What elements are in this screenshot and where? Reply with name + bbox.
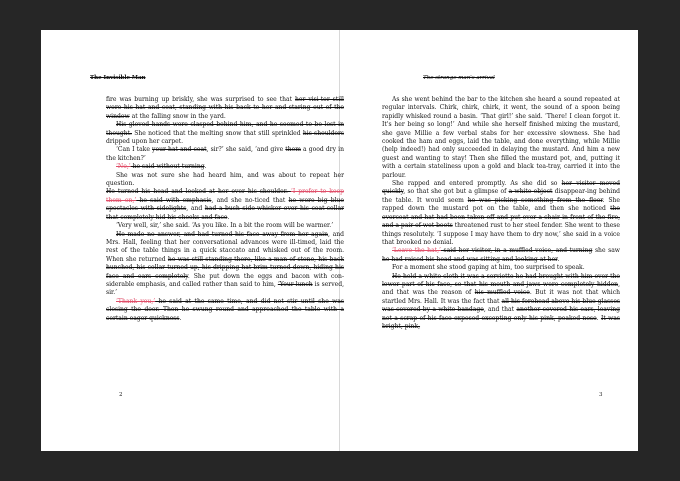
text-run: She was not sure she had heard him, and was about to repeat her question.	[106, 171, 344, 188]
paragraph	[106, 163, 344, 171]
text-run: fire was burning up briskly, she was surprised to see that	[106, 96, 296, 103]
text-run: , and she no-ticed that	[211, 196, 289, 204]
text-run: .	[557, 255, 560, 263]
struck-text: he said with emphasis	[136, 196, 212, 204]
paragraph	[382, 273, 620, 332]
struck-text: them	[285, 146, 301, 154]
paragraph	[106, 222, 344, 230]
struck-text: all his forehead above his blue glasses was covered by a white bandage	[382, 297, 621, 314]
book-spread	[41, 30, 638, 451]
struck-text: your hat and coat	[152, 146, 207, 154]
text-run: , and that was the reason of	[382, 280, 620, 297]
struck-text: he was still standing there, like a man of stone, his back hunched, his collar turned up, his dripping hat-brim turned down, hiding his face and ears completely	[106, 255, 345, 280]
right-page	[340, 30, 638, 451]
paragraph	[106, 298, 344, 323]
text-run: at the falling snow in the yard.	[129, 112, 226, 120]
right-running-head: The strange man's arrival	[423, 75, 495, 81]
struck-text: He held a white cloth it was a serviette he had brought with him over the lower part of his face, so that his mouth and jaws were completely hidden	[382, 272, 620, 288]
text-run: For a moment she stood gaping at him, too surprised to speak.	[392, 264, 585, 272]
paragraph	[106, 121, 344, 146]
paragraph	[106, 146, 344, 163]
text-run: . She put down the eggs and bacon with con-siderable emphasis, and called rather than said to him,	[106, 272, 344, 288]
right-page-body	[382, 96, 620, 331]
text-run: She noticed that the melting snow that still sprinkled	[131, 129, 303, 137]
right-page-number: 3	[599, 392, 603, 398]
paragraph	[106, 188, 344, 222]
struck-text: his muffled voice	[474, 289, 530, 297]
struck-text: ‘No,’	[116, 163, 131, 171]
text-run: she saw	[592, 247, 620, 255]
struck-text: ‘Leave the hat,’	[392, 247, 441, 255]
text-run: .	[204, 163, 207, 171]
struck-text: her visi-tor still wore his hat and coat, standing with his back to her and staring out of the window	[106, 96, 344, 120]
struck-text: his shoulders	[302, 129, 344, 137]
struck-text: the overcoat and hat had been taken off and put over a chair in front of the fire, and a pair of wet boots	[382, 205, 620, 230]
text-run: She rapped and entered promptly. As she did so	[392, 180, 562, 188]
text-run: , and Mrs. Hall, feeling that her conversational advances were ill-timed, laid the rest of the table things in a quick staccato and whisked out of the room. When she returned	[106, 230, 344, 263]
paragraph	[382, 264, 620, 272]
text-run: is served, sir.’	[106, 280, 344, 297]
text-run: . She rapped down the mustard pot on the table, and then she noticed	[382, 196, 620, 213]
paragraph	[382, 180, 620, 247]
struck-text: he said without turning	[130, 163, 205, 171]
struck-text: He turned his head and looked at her over his shoulder.	[106, 188, 291, 196]
struck-text: His gloved hands were clasped behind him, and he seemed to be lost in thought.	[106, 121, 344, 137]
paragraph	[106, 96, 344, 121]
struck-text: he said at the same time, and did not stir until she was closing the door. Then he swung round and approached the table with a certain eager quickness	[106, 297, 345, 322]
left-running-head: The Invisible Man	[90, 75, 146, 81]
struck-text: said her visitor, in a muffled voice, and turning	[440, 247, 593, 255]
left-page-body	[106, 96, 344, 323]
text-run: , and	[186, 205, 205, 213]
text-run: threatened rust to her steel fender. She went to these things resolutely. ‘I suppose I may have them to dry now,’ she said in a voice that brooked no denial.	[382, 222, 620, 246]
text-run: , and that	[483, 306, 517, 314]
left-page	[41, 30, 345, 451]
text-run: , sir?’ she said, ‘and give	[206, 146, 286, 154]
text-run: , so that she got but a glimpse of	[403, 188, 509, 196]
left-page-number: 2	[119, 392, 123, 398]
struck-text: her visitor moved quickly	[382, 180, 621, 196]
paragraph	[106, 231, 344, 298]
text-run: disappear-ing behind the table. It would seem	[382, 188, 621, 204]
paragraph	[106, 172, 344, 189]
struck-text: It was bright, pink,	[382, 314, 620, 330]
text-run: dripped upon her carpet.	[106, 138, 184, 146]
text-run: .	[227, 213, 230, 221]
text-run: ‘Can I take	[116, 146, 153, 154]
struck-text: ‘Your lunch	[277, 280, 313, 288]
struck-text: a white object	[508, 188, 553, 196]
struck-text: He made no answer, and had turned his face away from her again	[116, 230, 328, 238]
struck-text: ‘I prefer to keep them on,’	[106, 188, 345, 204]
paragraph	[382, 96, 620, 180]
paragraph	[382, 247, 620, 264]
struck-text: he wore big blue spectacles with sidelights	[106, 196, 344, 213]
struck-text: another covered his ears, leaving not a scrap of his face exposed excepting only his pink, peaked nose	[382, 306, 621, 322]
text-run: .	[179, 314, 182, 322]
text-run: a good dry in the kitchen?’	[106, 146, 344, 162]
text-run: .	[596, 314, 601, 322]
struck-text: ‘Thank you,’	[116, 297, 156, 305]
struck-text: he had raised his head and was sitting and looking at her	[382, 255, 558, 263]
text-run: . But it was not that which startled Mrs. Hall. It was the fact that	[382, 289, 620, 305]
struck-text: had a bush side-whisker over his coat-collar that completely hid his cheeks and face	[106, 205, 344, 221]
text-run: As she went behind the bar to the kitchen she heard a sound repeated at regular intervals. Chirk, chirk, chirk, it went, the sound of a spoon being rapidly whisked round a basin. ‘That girl!’ she said. ‘There! I clean forgot it. It's her being so long!’ And while she herself finished mixing the mustard, she gave Millie a few verbal stabs for her excessive slowness. She had cooked the ham and eggs, laid the table, and done everything, while Millie (help indeed!) had only succeeded in delaying the mustard. And him a new guest and wanting to stay! Then she filled the mustard pot, and, putting it with a certain stateliness upon a gold and black tea-tray, carried it into the parlour.	[382, 96, 620, 179]
struck-text: he was picking something from the floor	[467, 196, 603, 204]
text-run: ‘Very well, sir,’ she said. ‘As you like. In a bit the room will be warmer.’	[116, 222, 334, 230]
